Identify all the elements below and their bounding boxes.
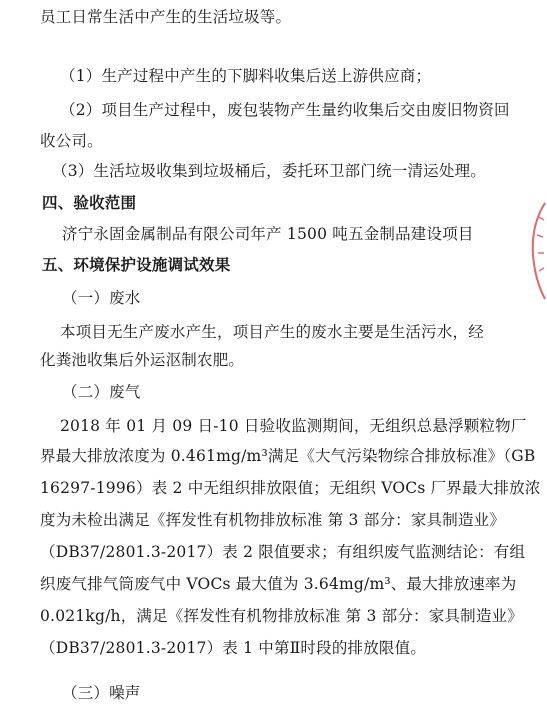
paragraph-line: （DB37/2801.3-2017）表 1 中第Ⅱ时段的排放限值。 bbox=[40, 639, 427, 657]
project-name: 济宁永固金属制品有限公司年产 1500 吨五金制品建设项目 bbox=[62, 225, 474, 243]
subsection-heading-exhaust: （二）废气 bbox=[62, 383, 141, 401]
section-heading-scope: 四、验收范围 bbox=[42, 193, 137, 212]
paragraph-line: 化粪池收集后外运沤制农肥。 bbox=[40, 351, 245, 369]
subsection-heading-wastewater: （一）废水 bbox=[62, 289, 141, 307]
paragraph-line: 度为未检出满足《挥发性有机物排放标准 第 3 部分：家具制造业》 bbox=[40, 511, 506, 529]
paragraph-line: 界最大排放浓度为 0.461mg/m³满足《大气污染物综合排放标准》（GB bbox=[40, 447, 536, 465]
section-heading-facilities: 五、环境保护设施调试效果 bbox=[42, 255, 231, 274]
list-item-3: （3）生活垃圾收集到垃圾桶后，委托环卫部门统一清运处理。 bbox=[52, 162, 486, 180]
paragraph-line: 2018 年 01 月 09 日-10 日验收监测期间，无组织总悬浮颗粒物厂 bbox=[60, 417, 527, 435]
list-item-2: （2）项目生产过程中，废包装物产生量约收集后交由废旧物资回 bbox=[60, 101, 510, 119]
list-item-1: （1）生产过程中产生的下脚料收集后送上游供应商； bbox=[60, 67, 432, 85]
paragraph-line: 0.021kg/h，满足《挥发性有机物排放标准 第 3 部分：家具制造业》 bbox=[40, 607, 523, 625]
paragraph-line: 本项目无生产废水产生，项目产生的废水主要是生活污水，经 bbox=[60, 323, 484, 341]
paragraph-line: （DB37/2801.3-2017）表 2 限值要求；有组织废气监测结论：有组 bbox=[40, 543, 526, 561]
paragraph-line: 员工日常生活中产生的生活垃圾等。 bbox=[40, 8, 292, 26]
subsection-heading-noise: （三）噪声 bbox=[62, 684, 141, 702]
red-seal-fragment bbox=[525, 195, 547, 305]
paragraph-line: 16297-1996）表 2 中无组织排放限值；无组织 VOCs 厂界最大排放浓 bbox=[40, 479, 541, 497]
paragraph-line: 织废气排气筒废气中 VOCs 最大值为 3.64mg/m³、最大排放速率为 bbox=[40, 575, 517, 593]
paragraph-line: 收公司。 bbox=[40, 132, 103, 150]
